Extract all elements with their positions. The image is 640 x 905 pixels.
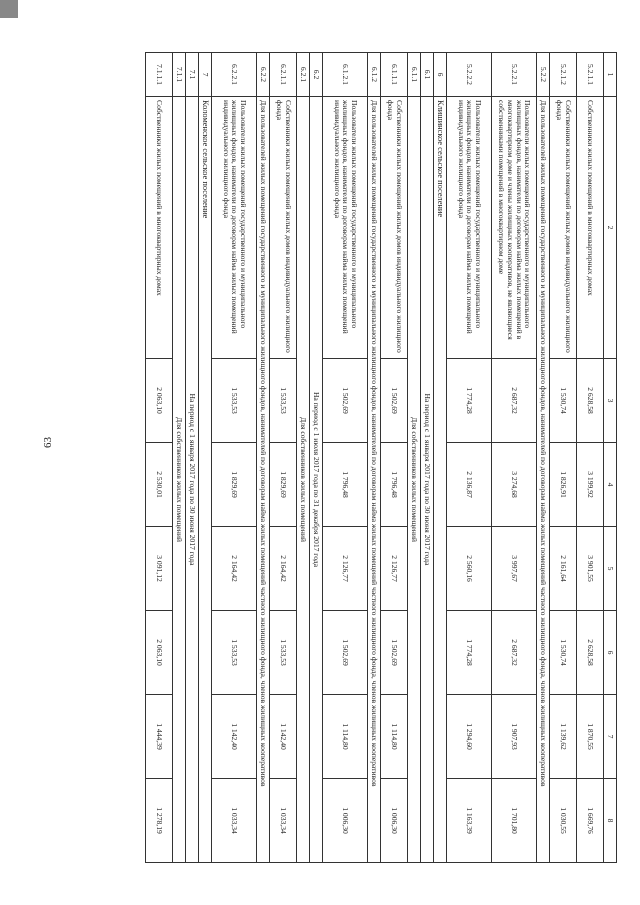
value-cell: 1 829,69 — [270, 443, 297, 527]
value-cell: 2 560,16 — [447, 527, 492, 611]
value-cell: 1 774,28 — [447, 359, 492, 443]
value-cell: 1 114,80 — [323, 695, 368, 779]
row-name: Собственники жилых помещений жилых домов индивидуального жилищного фонда — [270, 97, 297, 359]
value-cell: 2 530,01 — [146, 443, 173, 527]
row-code: 6.1 — [421, 53, 434, 97]
group-row — [408, 53, 421, 863]
value-cell: 1 502,69 — [323, 359, 368, 443]
group-row — [537, 53, 550, 863]
row-code: 6 — [434, 53, 447, 97]
row-code: 5.2.1.1 — [577, 53, 604, 97]
group-heading: Для собственников жилых помещений — [408, 97, 421, 863]
row-name: Собственники жилых помещений жилых домов индивидуального жилищного фонда — [550, 97, 577, 359]
value-cell: 1 444,39 — [146, 695, 173, 779]
value-cell: 1 870,55 — [577, 695, 604, 779]
period-heading: На период с 1 января 2017 года по 30 июня 2017 года — [186, 97, 199, 863]
value-cell: 1 796,48 — [381, 443, 408, 527]
value-cell: 3 091,12 — [146, 527, 173, 611]
value-cell: 1 796,48 — [323, 443, 368, 527]
row-code: 6.1.1.1 — [381, 53, 408, 97]
row-name: Пользователи жилых помещений государственного и муниципального жилищных фондов, наниматели по договорам найма жилых помещений индивидуального жилищного фонда — [212, 97, 257, 359]
value-cell: 2 687,32 — [492, 611, 537, 695]
value-cell: 1 530,74 — [550, 359, 577, 443]
table-row — [146, 53, 173, 863]
group-heading: Для пользователей жилых помещений государственного и муниципального жилищного фондов, нанимателей по договорам найма жилых помещений частного жилищного фонда, членов жилищных кооперативов — [537, 97, 550, 863]
row-code: 6.1.2 — [368, 53, 381, 97]
tariff-table — [145, 52, 617, 863]
rotated-page — [87, 52, 617, 862]
value-cell: 1 826,91 — [550, 443, 577, 527]
value-cell: 1 139,62 — [550, 695, 577, 779]
table-body — [146, 53, 604, 863]
table-row — [270, 53, 297, 863]
table-row — [577, 53, 604, 863]
row-name: Собственники жилых помещений жилых домов индивидуального жилищного фонда — [381, 97, 408, 359]
row-code: 6.2.1 — [297, 53, 310, 97]
table-row — [212, 53, 257, 863]
row-code: 6.2 — [310, 53, 323, 97]
value-cell: 1 502,69 — [381, 359, 408, 443]
column-header: 8 — [604, 779, 617, 863]
group-row — [257, 53, 270, 863]
value-cell: 1 530,74 — [550, 611, 577, 695]
value-cell: 1 142,40 — [270, 695, 297, 779]
value-cell: 3 199,92 — [577, 443, 604, 527]
group-row — [297, 53, 310, 863]
value-cell: 2 164,42 — [270, 527, 297, 611]
table-row — [447, 53, 492, 863]
value-cell: 2 063,10 — [146, 611, 173, 695]
value-cell: 1 033,34 — [212, 779, 257, 863]
value-cell: 1 142,40 — [212, 695, 257, 779]
value-cell: 1 294,60 — [447, 695, 492, 779]
period-heading: На период с 1 июля 2017 года по 31 декабря 2017 года — [310, 97, 323, 863]
value-cell: 2 687,32 — [492, 359, 537, 443]
value-cell: 1 502,69 — [323, 611, 368, 695]
value-cell: 1 163,39 — [447, 779, 492, 863]
value-cell: 1 502,69 — [381, 611, 408, 695]
value-cell: 1 907,93 — [492, 695, 537, 779]
value-cell: 1 278,19 — [146, 779, 173, 863]
group-heading: Для пользователей жилых помещений государственного и муниципального жилищного фондов, нанимателей по договорам найма жилых помещений частного жилищного фонда, членов жилищных кооперативов — [257, 97, 270, 863]
value-cell: 2 164,42 — [212, 527, 257, 611]
value-cell: 2 126,77 — [323, 527, 368, 611]
row-code: 6.1.2.1 — [323, 53, 368, 97]
value-cell: 1 033,34 — [270, 779, 297, 863]
value-cell: 3 901,55 — [577, 527, 604, 611]
value-cell: 1 533,53 — [212, 611, 257, 695]
row-code: 6.2.2.1 — [212, 53, 257, 97]
table-row — [381, 53, 408, 863]
value-cell: 1 006,30 — [381, 779, 408, 863]
column-header: 7 — [604, 695, 617, 779]
section-row — [199, 53, 212, 863]
row-code: 6.1.1 — [408, 53, 421, 97]
value-cell: 2 161,64 — [550, 527, 577, 611]
value-cell: 3 997,67 — [492, 527, 537, 611]
group-heading: Для собственников жилых помещений — [297, 97, 310, 863]
row-code: 7.1.1.1 — [146, 53, 173, 97]
row-code: 5.2.2 — [537, 53, 550, 97]
period-row — [310, 53, 323, 863]
row-name: Пользователи жилых помещений государственного и муниципального жилищных фондов, наниматели по договорам найма жилых помещений индивидуального жилищного фонда — [447, 97, 492, 359]
value-cell: 1 774,28 — [447, 611, 492, 695]
value-cell: 1 701,80 — [492, 779, 537, 863]
table-row — [550, 53, 577, 863]
group-heading: Для собственников жилых помещений — [173, 97, 186, 863]
period-row — [421, 53, 434, 863]
page-number: 63 — [42, 437, 54, 448]
row-code: 5.2.2.1 — [492, 53, 537, 97]
row-name: Собственники жилых помещений в многоквартирных домах — [146, 97, 173, 359]
column-header: 5 — [604, 527, 617, 611]
column-header: 4 — [604, 443, 617, 527]
row-code: 7.1 — [186, 53, 199, 97]
row-code: 5.2.1.2 — [550, 53, 577, 97]
group-row — [368, 53, 381, 863]
scan-corner-shadow — [0, 0, 18, 18]
column-header: 3 — [604, 359, 617, 443]
value-cell: 1 829,69 — [212, 443, 257, 527]
value-cell: 1 533,53 — [270, 611, 297, 695]
section-heading: Клишинское сельское поселение — [434, 97, 447, 863]
row-code: 5.2.2.2 — [447, 53, 492, 97]
section-heading: Коломенское сельское поселение — [199, 97, 212, 863]
value-cell: 2 126,77 — [381, 527, 408, 611]
section-row — [434, 53, 447, 863]
value-cell: 1 669,76 — [577, 779, 604, 863]
row-code: 6.2.1.1 — [270, 53, 297, 97]
column-header: 2 — [604, 97, 617, 359]
value-cell: 2 136,87 — [447, 443, 492, 527]
row-name: Собственники жилых помещений в многоквартирных домах — [577, 97, 604, 359]
value-cell: 1 030,55 — [550, 779, 577, 863]
row-name: Пользователи жилых помещений государственного и муниципального жилищных фондов, наниматели по договорам найма жилых помещений индивидуального жилищного фонда — [323, 97, 368, 359]
column-header: 6 — [604, 611, 617, 695]
row-code: 7.1.1 — [173, 53, 186, 97]
value-cell: 1 114,80 — [381, 695, 408, 779]
value-cell: 2 628,58 — [577, 359, 604, 443]
group-heading: Для пользователей жилых помещений государственного и муниципального жилищного фондов, нанимателей по договорам найма жилых помещений частного жилищного фонда, членов жилищных кооперативов — [368, 97, 381, 863]
table-row — [323, 53, 368, 863]
table-row — [492, 53, 537, 863]
group-row — [173, 53, 186, 863]
value-cell: 3 274,68 — [492, 443, 537, 527]
value-cell: 2 628,58 — [577, 611, 604, 695]
header-row — [604, 53, 617, 863]
value-cell: 1 006,30 — [323, 779, 368, 863]
row-name: Пользователи жилых помещений государственного и муниципального жилищных фондов, наниматели по договорам найма жилых помещений в многоквартирном доме и члены жилищных кооперативов, не являющиеся собственниками помещений в многоквартирном доме — [492, 97, 537, 359]
value-cell: 1 533,53 — [270, 359, 297, 443]
period-row — [186, 53, 199, 863]
column-header: 1 — [604, 53, 617, 97]
value-cell: 1 533,53 — [212, 359, 257, 443]
value-cell: 2 063,10 — [146, 359, 173, 443]
period-heading: На период с 1 января 2017 года по 30 июня 2017 года — [421, 97, 434, 863]
row-code: 7 — [199, 53, 212, 97]
row-code: 6.2.2 — [257, 53, 270, 97]
